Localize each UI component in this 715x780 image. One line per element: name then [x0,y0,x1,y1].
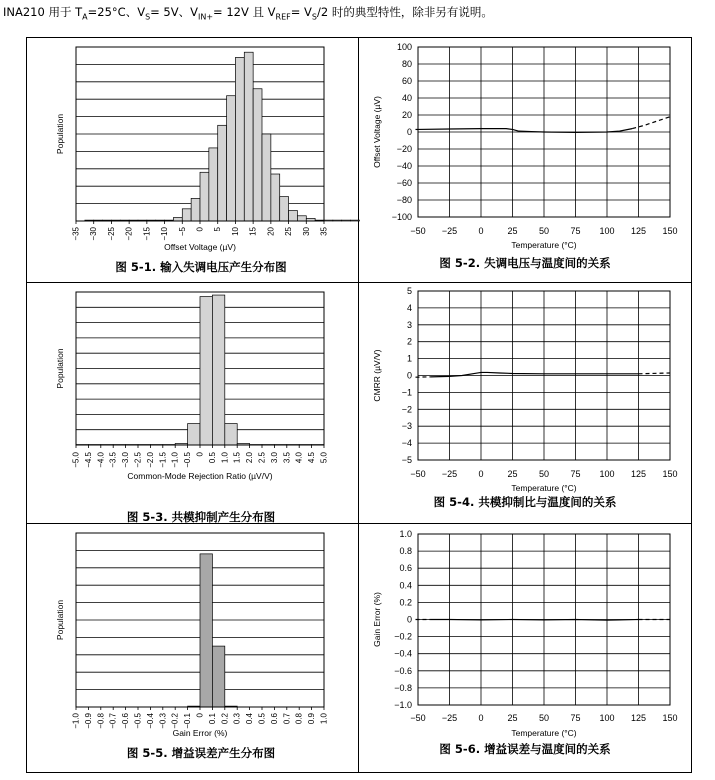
y-tick-label: −1.0 [394,700,412,710]
x-tick-label: 150 [662,226,678,236]
histogram-bar [182,209,191,221]
x-tick-label: 3.5 [282,452,292,464]
x-axis-title: Temperature (°C) [511,728,577,738]
x-tick-label: 4.5 [307,452,317,464]
y-tick-label: 100 [396,42,412,52]
histogram-bar [200,554,212,707]
y-tick-label: 1 [406,353,412,364]
x-tick-label: −10 [160,227,170,241]
x-tick-label: 0 [195,452,205,457]
y-tick-label: −20 [396,144,412,154]
x-tick-label: 75 [570,226,581,236]
series-line-measured [431,620,639,621]
page-header: INA210 用于 $T_A=25^\circ C$、$V_S= 5V$、$V_{IN+}= 12V$ 且 $V_{REF}= V_S/2$ 时的典型特性，除非另有说明。 [3,5,493,22]
x-tick-label: 3.0 [269,452,279,464]
x-tick-label: −3.0 [121,452,131,468]
x-tick-label: 150 [662,469,678,479]
x-tick-label: 1.0 [319,713,329,725]
x-tick-label: −25 [106,227,116,241]
x-tick-label: 25 [507,226,518,236]
histogram-bar [244,52,253,221]
x-tick-label: 5 [213,227,223,232]
x-tick-label: 35 [319,227,329,236]
cmrr-vs-temperature-chart [358,282,692,523]
histogram-bar [235,57,244,221]
x-tick-label: 0.1 [207,713,217,725]
x-tick-label: 2.0 [245,452,255,464]
y-tick-label: −0.8 [394,682,412,693]
x-tick-label: 2.5 [257,452,267,464]
x-tick-label: 125 [630,469,647,479]
gain-error-vs-temperature-chart [358,523,692,773]
figure-caption: 图 5-1. 输入失调电压产生分布图 [115,260,287,274]
x-tick-label: −1.0 [71,713,81,729]
x-tick-label: 1.0 [220,452,230,464]
x-tick-label: 125 [630,713,647,723]
y-tick-label: 80 [401,59,412,69]
x-tick-label: 150 [662,713,678,723]
x-tick-label: −50 [410,226,426,236]
y-tick-label: 3 [406,319,412,330]
x-tick-label: −0.6 [121,713,131,729]
x-tick-label: 50 [538,226,550,236]
x-tick-label: 0.7 [282,713,292,725]
y-tick-label: 0 [406,614,412,625]
y-tick-label: −1 [401,387,412,398]
x-tick-label: 0.4 [245,713,255,725]
x-tick-label: −30 [89,227,99,241]
x-tick-label: 4.0 [294,452,304,464]
y-tick-label: −4 [401,438,412,449]
y-axis-title: Population [55,348,65,389]
y-tick-label: 20 [401,110,412,120]
x-tick-label: −25 [441,469,458,479]
y-tick-label: 0 [406,127,412,137]
histogram-bar [173,218,182,221]
x-tick-label: 10 [230,227,240,236]
x-tick-label: −25 [441,713,458,723]
histogram-bar [289,211,298,221]
x-axis-title: Gain Error (%) [172,728,228,738]
y-tick-label: −0.6 [394,665,412,676]
histogram-bar [227,96,236,221]
histogram-bar [262,134,271,221]
y-tick-label: −100 [391,212,412,222]
y-tick-label: 40 [401,93,412,103]
y-tick-label: 5 [406,286,412,296]
y-tick-label: −80 [396,195,412,205]
y-axis-title: Population [55,599,65,641]
histogram-bar [271,174,280,221]
y-tick-label: −60 [396,178,412,188]
x-tick-label: 5.0 [319,452,329,464]
x-axis-title: Offset Voltage (µV) [164,242,236,252]
histogram-bar [212,295,224,445]
y-tick-label: −0.4 [394,648,412,659]
x-tick-label: −2.5 [133,452,143,468]
x-tick-label: −0.5 [133,713,143,729]
x-tick-label: 100 [599,226,615,236]
y-tick-label: −2 [401,404,412,415]
x-tick-label: 100 [599,469,615,479]
histogram-bar [209,148,218,221]
y-tick-label: 0.6 [399,563,412,574]
x-tick-label: 75 [570,469,581,479]
x-tick-label: 25 [507,469,518,479]
x-tick-label: 0 [478,713,484,723]
x-tick-label: −3.5 [108,452,118,468]
x-tick-label: 50 [538,713,550,723]
y-axis-title: Population [55,113,65,155]
x-tick-label: −2.0 [145,452,155,468]
figure-caption: 图 5-5. 增益误差产生分布图 [126,746,276,760]
x-tick-label: −35 [71,227,81,241]
histogram-bar [200,297,212,445]
x-tick-label: −0.2 [170,713,180,729]
x-axis-title: Temperature (°C) [511,240,577,250]
y-tick-label: 0.2 [399,597,412,608]
figure-caption: 图 5-6. 增益误差与温度间的关系 [439,742,611,756]
x-tick-label: 25 [284,227,294,236]
y-tick-label: 60 [401,76,412,86]
y-tick-label: 4 [406,302,412,313]
x-tick-label: −0.7 [108,713,118,729]
x-tick-label: −0.1 [183,713,193,729]
x-axis-title: Temperature (°C) [511,483,577,493]
x-tick-label: −0.8 [96,713,106,729]
x-tick-label: 0.2 [220,713,230,725]
x-tick-label: −5.0 [71,452,81,468]
y-tick-label: −40 [396,161,412,171]
y-tick-label: 0.4 [399,580,412,591]
x-tick-label: 0.6 [269,713,279,725]
x-tick-label: 75 [570,713,581,723]
histogram-bar [225,424,237,445]
offset-voltage-histogram-chart [26,37,358,282]
x-tick-label: −50 [410,713,426,723]
histogram-bar [333,220,342,221]
histogram-bar [324,220,333,221]
figure-caption: 图 5-2. 失调电压与温度间的关系 [439,256,611,270]
x-tick-label: 0 [478,469,484,479]
histogram-bar [280,197,289,221]
x-tick-label: −5 [177,227,187,237]
x-tick-label: −0.5 [183,452,193,468]
x-tick-label: 20 [266,227,276,236]
x-tick-label: 125 [630,226,647,236]
y-axis-title: Gain Error (%) [372,592,382,647]
x-tick-label: −15 [142,227,152,241]
y-axis-title: Offset Voltage (µV) [372,96,382,168]
histogram-bar [191,198,200,221]
y-tick-label: −5 [401,455,412,465]
x-tick-label: −1.5 [158,452,168,468]
x-tick-label: −25 [441,226,458,236]
y-tick-label: 1.0 [399,529,412,539]
y-tick-label: 0 [406,370,412,381]
histogram-bar [218,125,227,221]
x-tick-label: −0.4 [145,713,155,729]
x-tick-label: 30 [301,227,311,236]
x-tick-label: 0.3 [232,713,242,725]
x-tick-label: 50 [538,469,550,479]
x-tick-label: −4.5 [83,452,93,468]
x-tick-label: 25 [507,713,518,723]
x-tick-label: −0.3 [158,713,168,729]
histogram-bar [200,172,209,221]
y-axis-title: CMRR (µV/V) [372,349,382,402]
series-line-extrapolated-right [632,117,670,129]
x-tick-label: 0 [478,226,484,236]
x-tick-label: 0.5 [207,452,217,464]
x-tick-label: 0 [195,713,205,718]
x-tick-label: −4.0 [96,452,106,468]
x-tick-label: 15 [248,227,258,236]
y-tick-label: 2 [406,336,412,347]
x-axis-title: Common-Mode Rejection Ratio (µV/V) [127,471,273,481]
histogram-bar [253,89,262,221]
x-tick-label: −20 [124,227,134,241]
x-tick-label: −50 [410,469,426,479]
y-tick-label: 0.8 [399,546,412,557]
y-tick-label: −0.2 [394,631,412,642]
x-tick-label: −1.0 [170,452,180,468]
series-line-extrapolated-right [639,373,671,374]
x-tick-label: 1.5 [232,452,242,464]
figure-caption: 图 5-4. 共模抑制比与温度间的关系 [433,495,617,509]
y-tick-label: −3 [401,421,412,432]
x-tick-label: 0 [195,227,205,232]
cmrr-histogram-chart [26,282,358,523]
gain-error-histogram-chart [26,523,358,773]
x-tick-label: 0.9 [307,713,317,725]
figure-caption: 图 5-3. 共模抑制产生分布图 [126,510,276,524]
x-tick-label: 0.5 [257,713,267,725]
x-tick-label: 100 [599,713,615,723]
x-tick-label: 0.8 [294,713,304,725]
histogram-bar [297,216,306,221]
histogram-bar [188,424,200,445]
offset-voltage-vs-temperature-chart [358,37,692,282]
histogram-bar [342,220,351,221]
histogram-bar [212,646,224,707]
x-tick-label: −0.9 [83,713,93,729]
